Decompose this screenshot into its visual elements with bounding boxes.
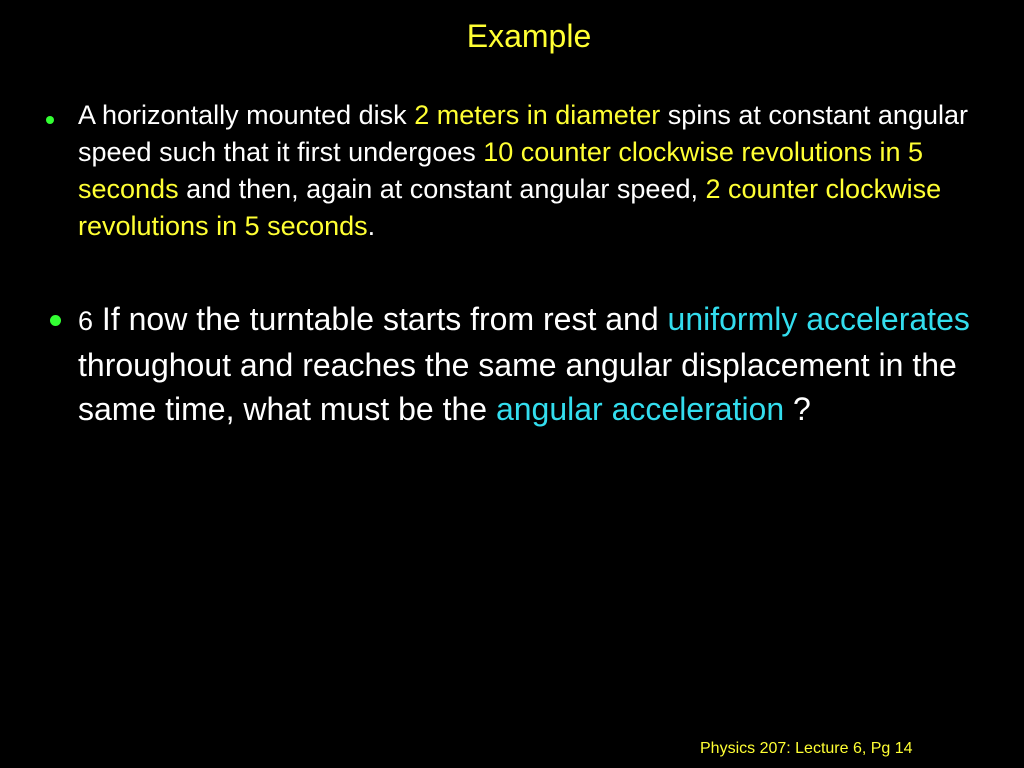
bullet-text-2 (78, 297, 1023, 431)
bullet-dot-icon (46, 116, 54, 124)
text-segment: throughout and reaches the same angular displacement in the same time, what must be the (78, 347, 957, 427)
highlight-text: uniformly accelerates (667, 301, 970, 337)
slide-title: Example (466, 18, 592, 54)
highlight-text: 10 counter clockwise revolutions in 5 seconds (78, 137, 923, 204)
highlight-text: 2 counter clockwise revolutions in 5 seconds (78, 174, 942, 241)
text-segment: . (367, 211, 376, 241)
highlight-text: angular acceleration (495, 391, 785, 427)
text-segment: and then, again at constant angular speed, (178, 174, 706, 204)
question-number: 6 (78, 306, 94, 336)
text-segment: spins at constant angular speed such that it first undergoes (78, 100, 968, 167)
slide-footer: Physics 207: Lecture 6, Pg 14 (700, 740, 913, 757)
bullet-dot-icon (50, 315, 61, 326)
text-segment: ? (784, 391, 811, 427)
text-segment: A horizontally mounted disk (78, 100, 415, 130)
text-segment: If now the turntable starts from rest and (93, 301, 668, 337)
bullet-text-1 (78, 97, 1023, 245)
highlight-text: 2 meters in diameter (414, 100, 661, 130)
